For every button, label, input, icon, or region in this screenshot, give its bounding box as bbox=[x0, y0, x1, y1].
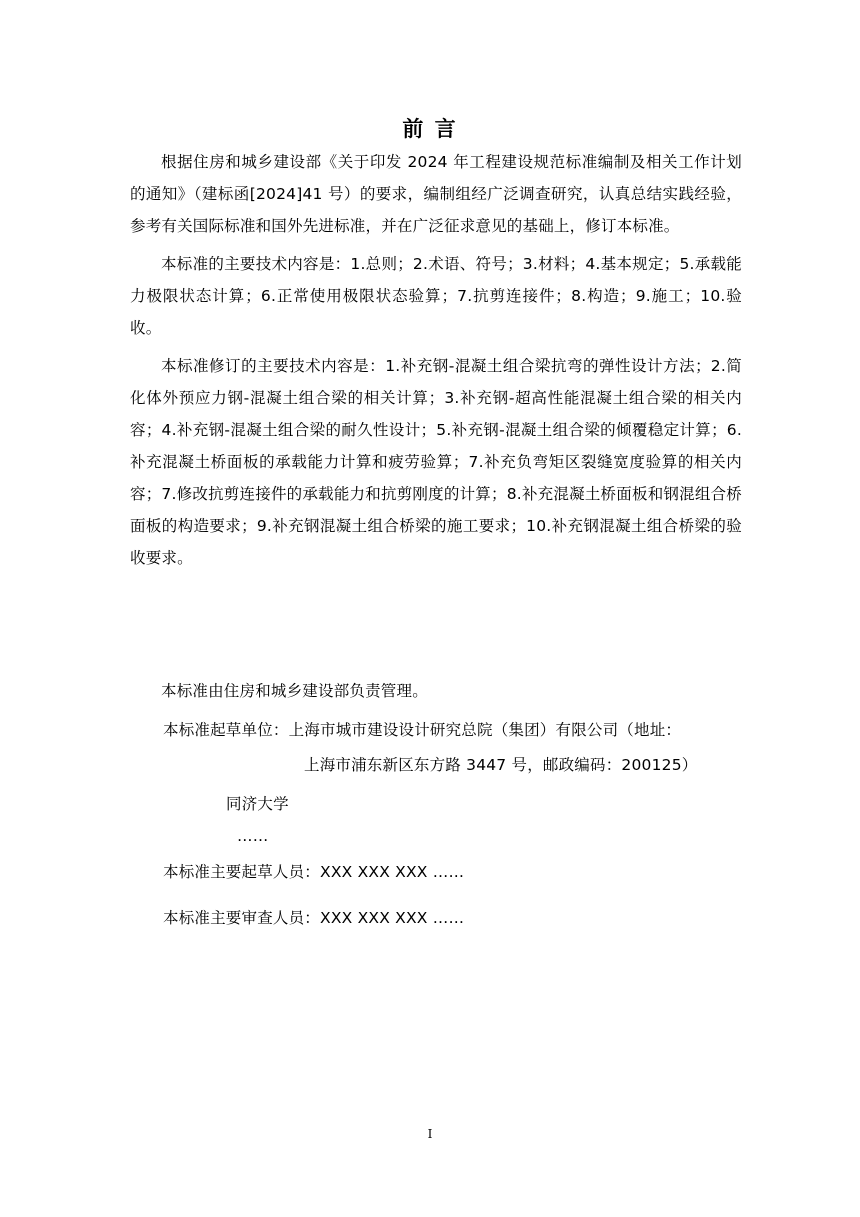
page-title: 前 言 bbox=[402, 117, 458, 141]
page-number: I bbox=[427, 1127, 433, 1141]
preface-body bbox=[130, 146, 742, 574]
drafting-unit-line-2: 上海市浦东新区东方路 3447 号，邮政编码：200125） bbox=[304, 756, 698, 774]
paragraph-management: 本标准由住房和城乡建设部负责管理。 bbox=[161, 682, 428, 700]
drafting-unit-line-1: 本标准起草单位：上海市城市建设设计研究总院（集团）有限公司（地址： bbox=[163, 721, 682, 739]
paragraph-main-content: 本标准的主要技术内容是：1.总则；2.术语、符号；3.材料；4.基本规定；5.承载能力极限状态计算；6.正常使用极限状态验算；7.抗剪连接件；8.构造；9.施工；10.验收。 bbox=[130, 255, 742, 337]
main-reviewers: 本标准主要审查人员：XXX XXX XXX …… bbox=[163, 909, 465, 927]
main-drafters: 本标准主要起草人员：XXX XXX XXX …… bbox=[163, 863, 465, 881]
drafting-unit-second: 同济大学 bbox=[226, 795, 289, 813]
paragraph-revision-content: 本标准修订的主要技术内容是：1.补充钢-混凝土组合梁抗弯的弹性设计方法；2.简化体外预应力钢-混凝土组合梁的相关计算；3.补充钢-超高性能混凝土组合梁的相关内容；4.补充钢-混凝土组合梁的耐久性设计；5.补充钢-混凝土组合梁的倾覆稳定计算；6.补充混凝土桥面板的承载能力计算和疲劳验算；7.补充负弯矩区裂缝宽度验算的相关内容；7.修改抗剪连接件的承载能力和抗剪刚度的计算；8.补充混凝土桥面板和钢混组合桥面板的构造要求；9.补充钢混凝土组合桥梁的施工要求；10.补充钢混凝土组合桥梁的验收要求。 bbox=[130, 357, 742, 567]
drafting-unit-more: …… bbox=[237, 827, 269, 845]
paragraph-basis: 根据住房和城乡建设部《关于印发 2024 年工程建设规范标准编制及相关工作计划的通知》（建标函[2024]41 号）的要求，编制组经广泛调查研究，认真总结实践经验，参考有关国际标准和国外先进标准，并在广泛征求意见的基础上，修订本标准。 bbox=[130, 153, 742, 235]
